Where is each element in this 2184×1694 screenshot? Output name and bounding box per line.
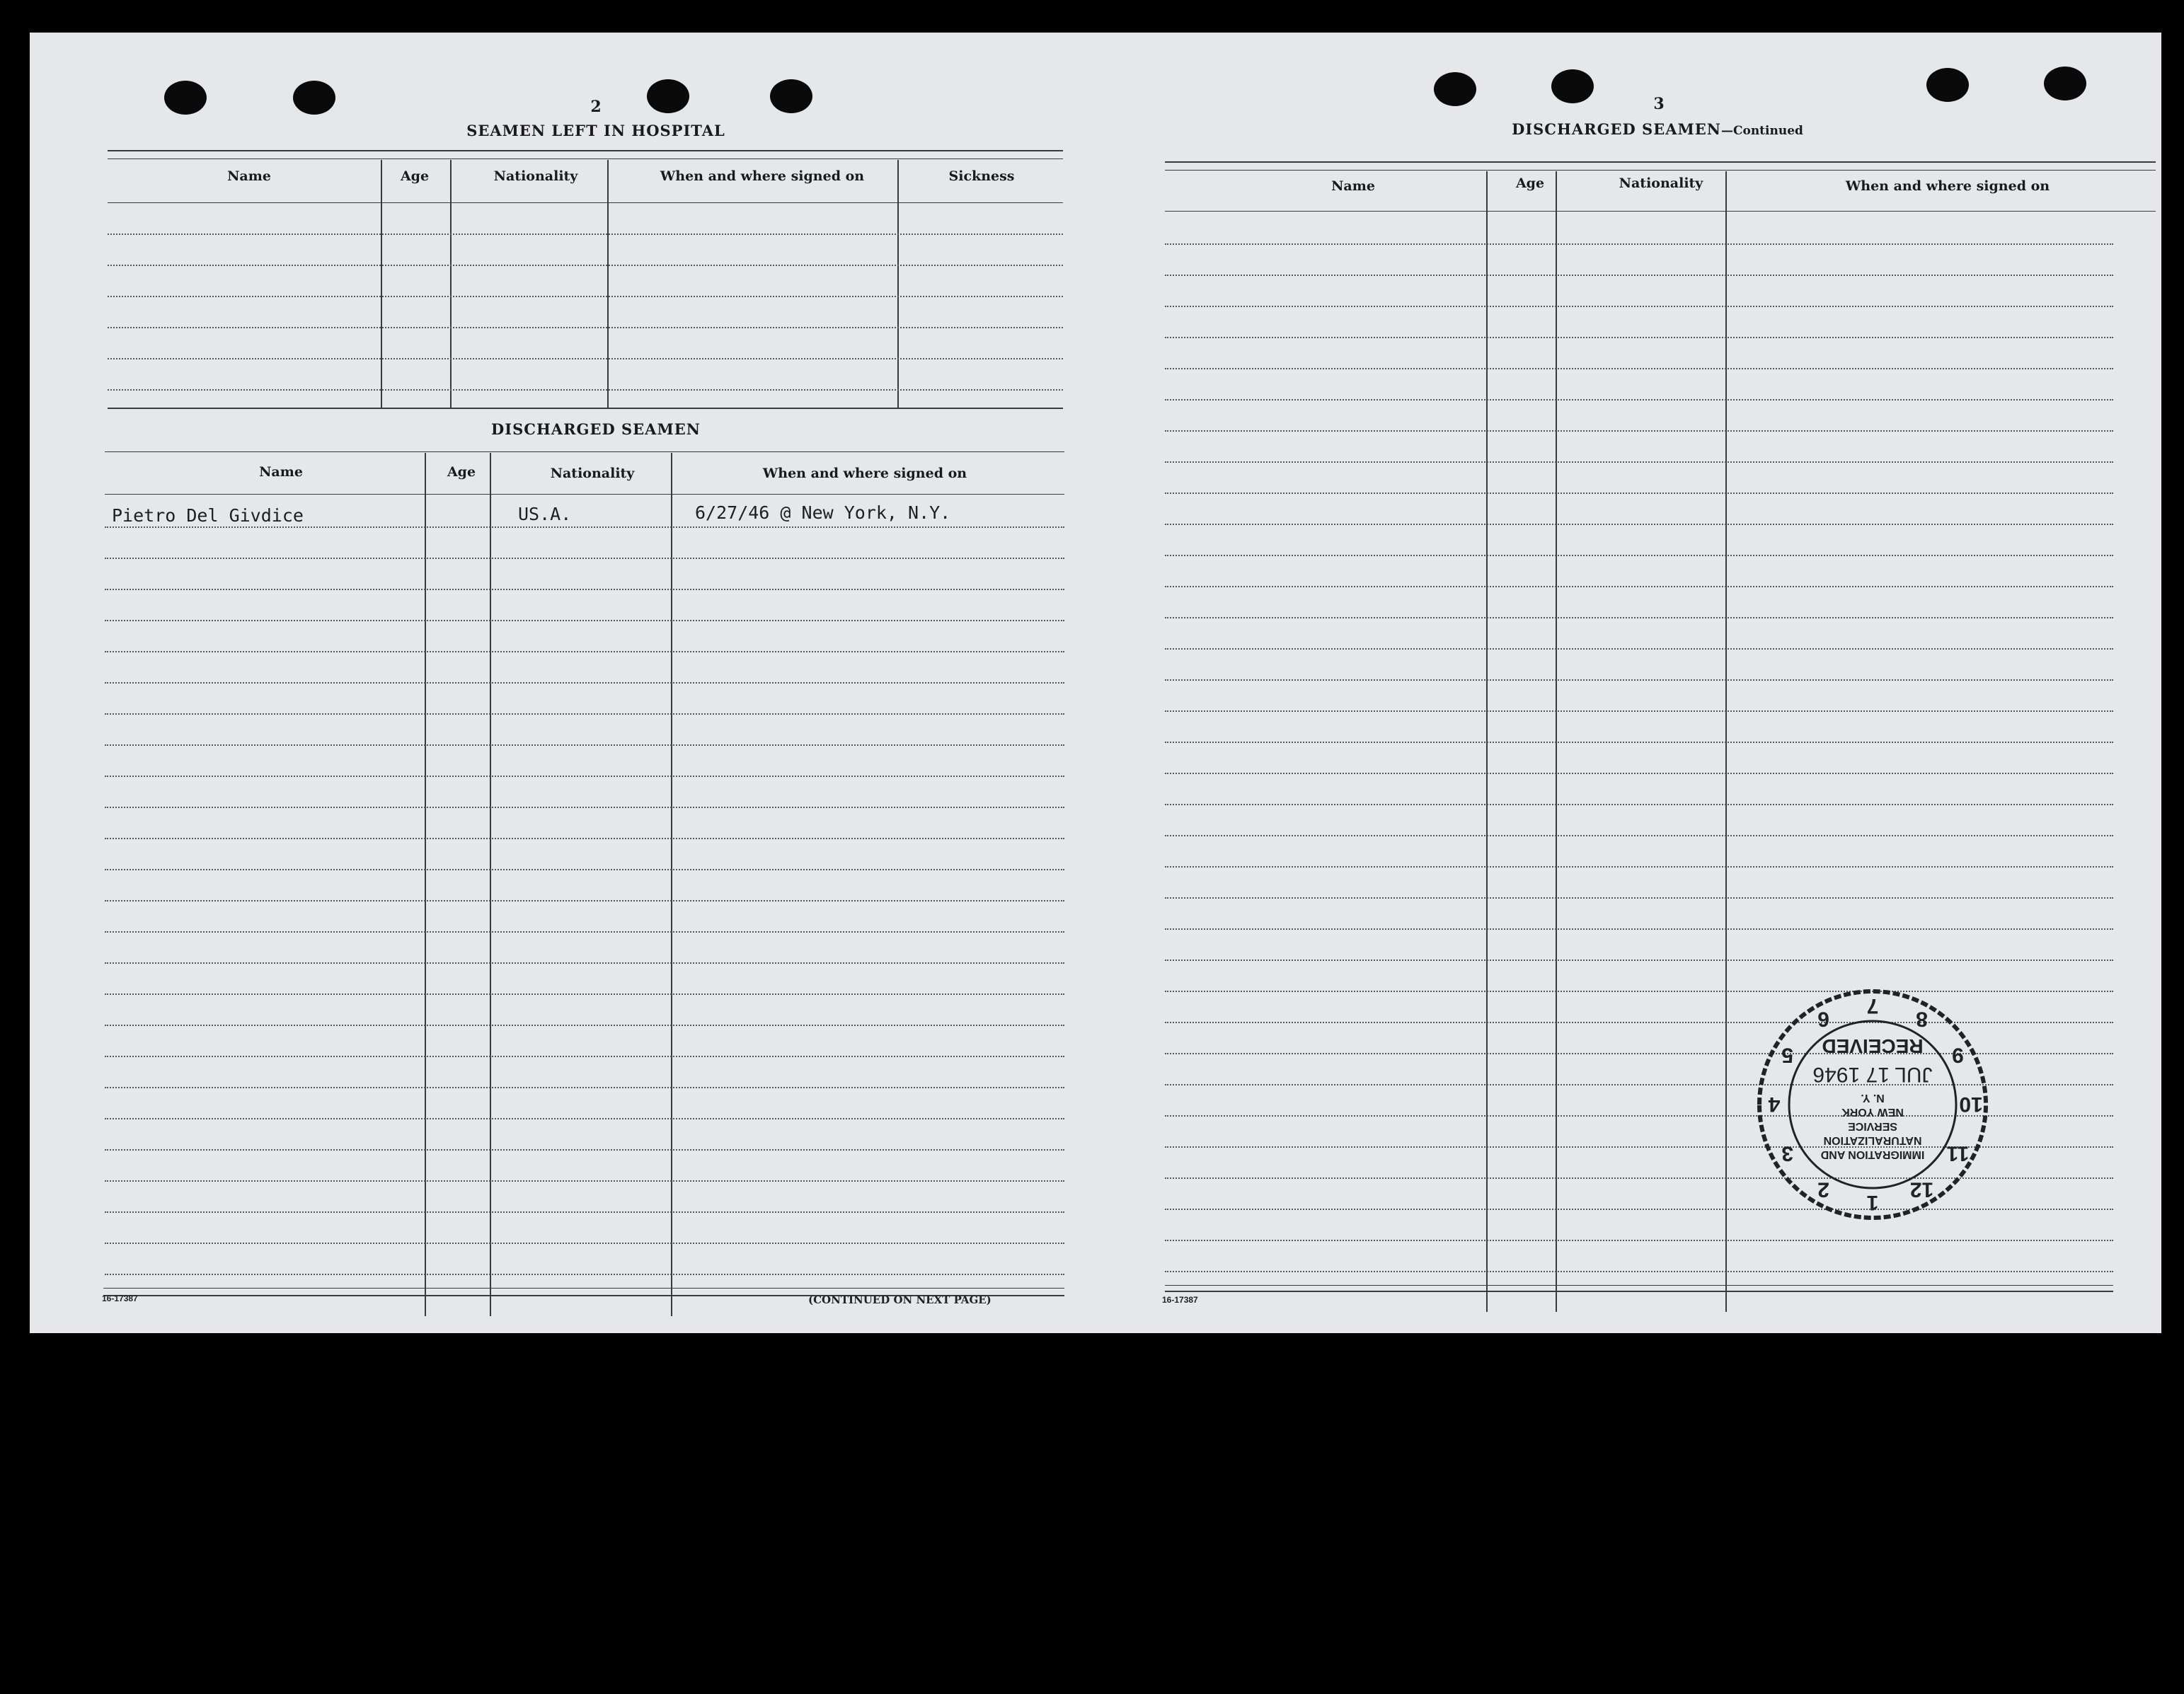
entry-line [1165, 524, 2113, 525]
column-divider [490, 453, 491, 1316]
stamp-ring-number: 8 [1916, 1007, 1928, 1031]
entry-line [1165, 960, 2113, 961]
page-number: 2 [590, 98, 602, 116]
entry-line [105, 713, 1064, 715]
entry-line [105, 1274, 1064, 1275]
column-header-signed-on: When and where signed on [762, 466, 967, 481]
stamp-agency-line: N. Y. [1861, 1092, 1885, 1104]
column-divider [425, 453, 426, 1316]
entry-line [105, 620, 1064, 621]
entry-line [1165, 617, 2113, 618]
stamp-ring-number: 11 [1946, 1141, 1970, 1165]
entry-line [1165, 928, 2113, 930]
column-divider [897, 160, 899, 408]
title-main: DISCHARGED SEAMEN [1512, 120, 1721, 138]
column-header-age: Age [400, 168, 430, 184]
rule [108, 202, 1063, 203]
seaman-nationality: US.A. [518, 504, 572, 524]
column-header-name: Name [1331, 178, 1375, 194]
stamp-ring-number: 7 [1866, 994, 1879, 1018]
entry-line [105, 900, 1064, 901]
punch-hole [164, 81, 207, 115]
entry-line [1165, 710, 2113, 712]
entry-line [1165, 679, 2113, 681]
hospital-section-title: SEAMEN LEFT IN HOSPITAL [466, 122, 725, 139]
stamp-ring-number: 5 [1781, 1043, 1793, 1067]
stamp-ring-number: 4 [1768, 1093, 1781, 1116]
column-divider [381, 160, 382, 408]
entry-line [105, 1149, 1064, 1151]
entry-line [105, 558, 1064, 559]
entry-line [105, 962, 1064, 964]
document-page [30, 33, 2161, 1333]
stamp-ring-number: 10 [1959, 1093, 1983, 1116]
column-header-signed-on: When and where signed on [660, 168, 865, 184]
entry-line [105, 1180, 1064, 1182]
rule [1165, 211, 2156, 212]
entry-line [1165, 1271, 2113, 1272]
entry-line [1165, 897, 2113, 899]
rule [1165, 1285, 2113, 1286]
entry-line [1165, 804, 2113, 805]
entry-line [105, 526, 1064, 528]
entry-line [1165, 555, 2113, 556]
entry-line [105, 589, 1064, 590]
column-header-signed-on: When and where signed on [1845, 178, 2050, 194]
entry-line [1165, 773, 2113, 774]
entry-line [105, 1025, 1064, 1026]
punch-hole [293, 81, 335, 115]
entry-line [1165, 742, 2113, 743]
rule [108, 408, 1063, 409]
entry-line [1165, 461, 2113, 463]
column-header-name: Name [227, 168, 271, 184]
entry-line [108, 234, 1063, 235]
column-header-age: Age [1515, 175, 1545, 191]
entry-line [1165, 275, 2113, 276]
entry-line [108, 296, 1063, 297]
form-number: 16-17387 [102, 1293, 138, 1303]
stamp-agency-line: IMMIGRATION AND [1820, 1148, 1925, 1160]
column-header-nationality: Nationality [493, 168, 578, 184]
entry-line [1165, 306, 2113, 307]
punch-hole [647, 79, 689, 113]
column-header-sickness: Sickness [948, 168, 1015, 184]
rule [1165, 170, 2156, 171]
entry-line [105, 776, 1064, 777]
entry-line [105, 1087, 1064, 1088]
entry-line [108, 265, 1063, 266]
entry-line [108, 327, 1063, 328]
entry-line [105, 682, 1064, 684]
stamp-ring-number: 9 [1952, 1043, 1964, 1067]
stamp-ring-number: 12 [1909, 1177, 1934, 1202]
entry-line [1165, 368, 2113, 369]
column-header-age: Age [447, 464, 476, 480]
stamp-ring-number: 3 [1781, 1141, 1793, 1165]
column-header-name: Name [259, 464, 303, 480]
entry-line [1165, 866, 2113, 868]
rule [103, 1288, 1064, 1289]
rule [108, 150, 1063, 151]
entry-line [105, 931, 1064, 933]
entry-line [105, 744, 1064, 746]
stamp-ring-number: 1 [1866, 1191, 1879, 1214]
column-header-nationality: Nationality [550, 466, 635, 481]
entry-line [1165, 337, 2113, 338]
seaman-signed-on: 6/27/46 @ New York, N.Y. [695, 502, 951, 523]
stamp-agency-line: NEW YORK [1841, 1106, 1904, 1118]
stamp-ring-number: 6 [1817, 1007, 1829, 1031]
stamp-date: JUL 17 1946 [1812, 1063, 1933, 1086]
entry-line [108, 389, 1063, 391]
stamp-received: RECEIVED [1822, 1035, 1924, 1057]
entry-line [1165, 399, 2113, 401]
form-number: 16-17387 [1162, 1295, 1198, 1305]
punch-hole [1434, 72, 1476, 106]
title-suffix: —Continued [1720, 124, 1803, 138]
rule [1165, 161, 2156, 163]
punch-hole [1926, 68, 1969, 102]
entry-line [105, 1211, 1064, 1213]
entry-line [105, 993, 1064, 995]
column-divider [671, 453, 672, 1316]
entry-line [105, 869, 1064, 870]
punch-hole [1551, 69, 1594, 103]
stamp-agency-line: NATURALIZATION [1823, 1134, 1922, 1146]
continued-note: (CONTINUED ON NEXT PAGE) [808, 1293, 992, 1306]
entry-line [1165, 1240, 2113, 1241]
entry-line [105, 651, 1064, 652]
punch-hole [2044, 67, 2086, 100]
entry-line [1165, 586, 2113, 587]
entry-line [1165, 648, 2113, 650]
page-number: 3 [1653, 95, 1665, 113]
seaman-name: Pietro Del Givdice [112, 505, 304, 526]
column-divider [450, 160, 452, 408]
entry-line [105, 1243, 1064, 1244]
punch-hole [770, 79, 812, 113]
entry-line [105, 1056, 1064, 1057]
entry-line [105, 807, 1064, 808]
discharged-section-title: DISCHARGED SEAMEN [491, 420, 701, 438]
column-header-nationality: Nationality [1619, 175, 1703, 191]
stamp-ring-number: 2 [1817, 1177, 1829, 1202]
entry-line [1165, 430, 2113, 432]
rule [1165, 1291, 2113, 1292]
stamp-agency-line: SERVICE [1848, 1120, 1897, 1132]
entry-line [1165, 835, 2113, 836]
entry-line [105, 838, 1064, 839]
discharged-continued-title [1374, 120, 1941, 138]
rule [105, 451, 1064, 452]
rule [105, 494, 1064, 495]
entry-line [105, 1118, 1064, 1119]
entry-line [108, 358, 1063, 359]
received-stamp [1752, 984, 1993, 1225]
column-divider [607, 160, 609, 408]
entry-line [1165, 243, 2113, 245]
entry-line [1165, 492, 2113, 494]
